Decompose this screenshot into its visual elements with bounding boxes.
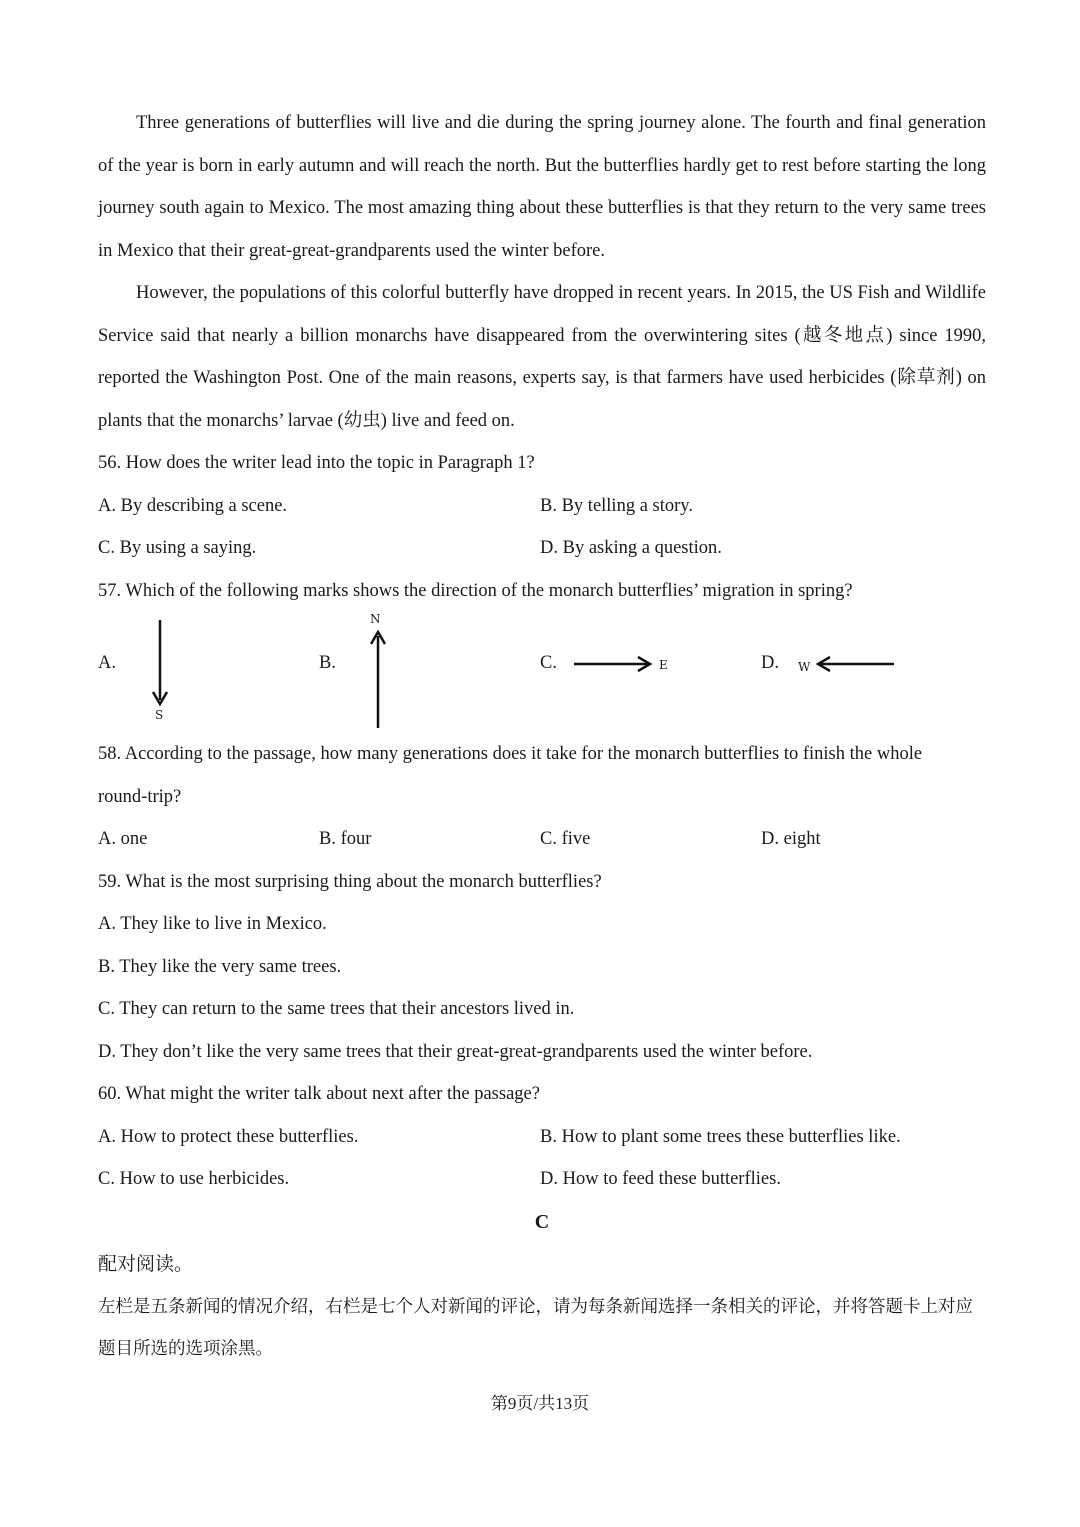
question-56-option-b[interactable]: B. By telling a story. — [540, 495, 693, 516]
section-c-instruction: 左栏是五条新闻的情况介绍，右栏是七个人对新闻的评论，请为每条新闻选择一条相关的评论，并将答题卡上对应题目所选的选项涂黑。 — [98, 1296, 973, 1359]
question-59-option-c[interactable]: C. They can return to the same trees that their ancestors lived in. — [98, 999, 575, 1019]
question-57-option-d[interactable]: D. — [761, 653, 779, 673]
question-56-options-row1 — [98, 485, 986, 528]
direction-label-w: W — [798, 660, 811, 674]
question-58-option-d[interactable]: D. eight — [761, 829, 821, 849]
arrow-left-icon — [816, 654, 896, 674]
question-56-option-a[interactable]: A. By describing a scene. — [98, 495, 288, 516]
question-59-option-d[interactable]: D. They don’t like the very same trees that their great-great-grandparents used the winter before. — [98, 1041, 813, 1062]
passage-paragraph-1: Three generations of butterflies will live and die during the spring journey alone. The fourth and final generation of the year is born in early autumn and will reach the north. But the butterflies hardly get to rest before starting the long journey south again to Mexico. The most amazing thing about these butterflies is that they return to the very same trees in Mexico that their great-great-grandparents used the winter before. — [98, 113, 986, 261]
direction-label-e: E — [659, 658, 668, 672]
question-57-options — [98, 612, 986, 733]
page-footer: 第9页/共13页 — [490, 1394, 590, 1413]
question-57-option-c[interactable]: C. — [540, 653, 557, 673]
question-58-options — [98, 818, 986, 861]
question-59-option-b[interactable]: B. They like the very same trees. — [98, 956, 342, 977]
question-56-stem: 56. How does the writer lead into the topic in Paragraph 1? — [98, 453, 535, 473]
question-58-option-a[interactable]: A. one — [98, 829, 148, 849]
question-56-option-c[interactable]: C. By using a saying. — [98, 538, 257, 558]
question-57-stem: 57. Which of the following marks shows the direction of the monarch butterflies’ migration in spring? — [98, 580, 853, 601]
question-60-option-c[interactable]: C. How to use herbicides. — [98, 1169, 290, 1189]
question-60-options-row1 — [98, 1116, 986, 1159]
passage-paragraph-2: However, the populations of this colorful butterfly have dropped in recent years. In 2015, the US Fish and Wildlife Service said that nearly a billion monarchs have disappeared from the overwintering sites (越冬地点) since 1990, reported the Washington Post. One of the main reasons, experts say, is that farmers have used herbicides (除草剂) on plants that the monarchs’ larvae (幼虫) live and feed on. — [98, 283, 986, 431]
section-c-title: C — [534, 1210, 550, 1233]
question-57-option-a[interactable]: A. — [98, 653, 116, 673]
direction-label-s: S — [155, 708, 164, 722]
arrow-right-icon — [574, 654, 654, 674]
direction-label-n: N — [370, 612, 381, 626]
arrow-up-icon — [370, 630, 386, 730]
question-57-option-b[interactable]: B. — [319, 653, 336, 673]
question-56-option-d[interactable]: D. By asking a question. — [540, 538, 722, 558]
question-60-stem: 60. What might the writer talk about next after the passage? — [98, 1084, 540, 1104]
question-60-options-row2 — [98, 1158, 986, 1201]
document-page — [98, 102, 986, 1371]
question-60-option-d[interactable]: D. How to feed these butterflies. — [540, 1169, 781, 1189]
question-56-options-row2 — [98, 527, 986, 570]
arrow-down-icon — [152, 620, 168, 708]
question-58-option-b[interactable]: B. four — [319, 829, 372, 849]
question-59-option-a[interactable]: A. They like to live in Mexico. — [98, 914, 327, 934]
question-58-stem-line2: round-trip? — [98, 786, 182, 807]
question-58-stem-line1: 58. According to the passage, how many generations does it take for the monarch butterflies to finish the whole — [98, 744, 923, 764]
question-59-stem: 59. What is the most surprising thing about the monarch butterflies? — [98, 871, 602, 892]
question-58-option-c[interactable]: C. five — [540, 829, 591, 849]
question-60-option-a[interactable]: A. How to protect these butterflies. — [98, 1126, 359, 1147]
section-c-heading: 配对阅读。 — [98, 1253, 194, 1275]
question-60-option-b[interactable]: B. How to plant some trees these butterflies like. — [540, 1126, 901, 1147]
